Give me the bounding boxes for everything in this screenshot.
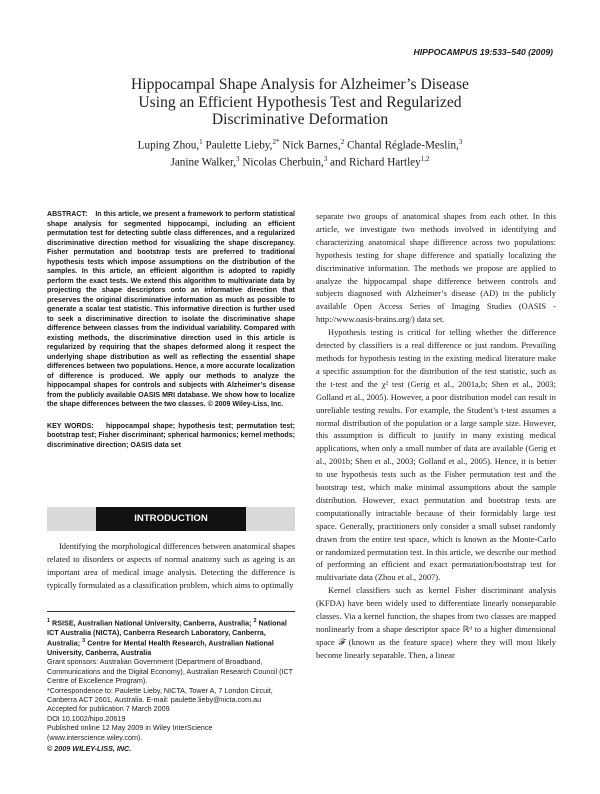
right-column	[316, 210, 556, 662]
title-line: Discriminative Deformation	[211, 111, 389, 128]
body-paragraph: Kernel classifiers such as kernel Fisher discriminant analysis (KFDA) have been widely used to differentiate linearly nonseparable classes. Via a kernel function, the shapes from two classes are mapped nonlinearly from a shape descriptor space ℝᵈ to a higher dimensional space 𝓕 (known as the feature space) where they will most likely become linearly separable. Then, a linear	[316, 585, 556, 660]
affiliation-mark: 3	[82, 638, 86, 645]
title-line: Using an Efficient Hypothesis Test and Regularized	[138, 93, 462, 111]
copyright-notice: © 2009 WILEY-LISS, INC.	[47, 744, 132, 753]
affiliation-text: Centre for Mental Health Research, Australian National University, Canberra, Australia	[47, 638, 274, 657]
grant-footnote: Grant sponsors: Australian Government (Department of Broadband, Communications and the Digital Economy), Australian Research Council (ICT Centre of Excellence Program).	[47, 657, 293, 686]
body-paragraph: Hypothesis testing is critical for telling whether the difference detected by classifiers is a real difference or just random. Prevailing methods for hypothesis testing in the existing medical literature make a specific assumption for the distribution of the test statistic, such as the t-test and the χ² test (Gerig et al., 2001a,b; Shen et al., 2003; Golland et al., 2005). However, a poor distribution model can result in unreliable testing results. For example, the Student’s t-test assumes a normal distribution of the population or a large sample size. However, this assumption is difficult to justify in many existing medical applications, when only a small number of data are available (Gerig et al., 2001b; Shen et al., 2003; Golland et al., 2005). Hence, it is better to use hypothesis tests such as the Fisher permutation test and the bootstrap test, which make minimal assumptions about the sample distribution. However, exact permutation and bootstrap tests are computationally intractable because of their formidably large test space. Generally, practitioners only consider a small subset randomly drawn from the entire test space, which is known as the Monte-Carlo or randomized permutation test. In this article, we describe our method of performing an efficient and exact permutation/bootstrap test for multivariate data (Zhou et al., 2007).	[316, 327, 556, 583]
paper-title	[60, 76, 540, 129]
abstract-text: In this article, we present a framework to perform statistical shape analysis for segmented hippocampi, including an efficient permutation test for detecting subtle class differences, and a regularized discriminative direction method for visualizing the shape discrepancy. Fisher permutation and bootstrap tests are preferred to traditional hypothesis tests which impose assumptions on the distribution of the samples. In this article, an efficient algorithm is adopted to rapidly perform the exact tests. We extend this algorithm to multivariate data by projecting the shape descriptors onto an informative direction that preserves the original discriminative information as much as possible to generate a scalar test statistic. This informative direction is further used to seek a discriminative direction to isolate the discriminative shape difference between classes from the individual variability. Compared with existing methods, the discriminative direction used in this article is regularized by requiring that the shapes deformed along it respect the underlying shape distribution as well as reflecting the essential shape differences between two populations. Hence, a more accurate localization of difference is produced. We apply our methods to analyze the hippocampal shapes for controls and subjects with Alzheimer’s disease from the publicly available OASIS MRI database. We show how to localize the shape differences between the two classes. © 2009 Wiley-Liss, Inc.	[47, 211, 295, 408]
body-paragraph: separate two groups of anatomical shapes from each other. In this article, we investigate two methods involved in identifying and characterizing anatomical shape difference across two populations: hypothesis testing for shape difference and spatially localizing the discriminative information. The methods we propose are applied to analyze the hippocampal shape difference between controls and subjects diagnosed with Alzheimer’s disease (AD) in the publicly available Open Access Series of Imaging Studies (OASIS - http://www.oasis-brains.org/) data set.	[316, 211, 556, 325]
footnotes	[47, 617, 295, 742]
abstract-label: ABSTRACT:	[47, 211, 88, 218]
keywords-text: hippocampal shape; hypothesis test; permutation test; bootstrap test; Fisher discriminant; spherical harmonics; kernel methods; discriminative direction; OASIS data set	[47, 422, 295, 449]
author-affiliation-mark: 3	[323, 154, 328, 163]
author-name: Paulette Lieby,	[205, 139, 273, 152]
author-affiliation-mark: 1	[199, 138, 203, 146]
author-name: and Richard Hartley	[330, 156, 421, 169]
author-name: Nick Barnes,	[282, 139, 341, 152]
author-affiliation-mark: 2	[340, 138, 345, 146]
affiliation-mark: 1	[47, 618, 51, 624]
doi: DOI 10.1002/hipo.20619	[47, 713, 126, 723]
author-name: Janine Walker,	[170, 156, 237, 169]
footnote-rule	[47, 611, 295, 612]
keywords-label: KEY WORDS:	[47, 422, 94, 430]
author-name: Luping Zhou,	[137, 139, 200, 152]
author-affiliation-mark: 3	[458, 138, 463, 146]
title-line: Hippocampal Shape Analysis for Alzheimer’s Disease	[131, 76, 469, 93]
author-affiliation-mark: 1,2	[420, 154, 430, 163]
journal-header: HIPPOCAMPUS 19:533–540 (2009)	[413, 47, 553, 57]
published-online: Published online 12 May 2009 in Wiley InterScience (www.interscience.wiley.com).	[47, 723, 213, 742]
section-heading: INTRODUCTION	[96, 507, 246, 531]
accepted-date: Accepted for publication 7 March 2009	[47, 704, 170, 714]
author-affiliation-mark: 3	[236, 154, 240, 163]
author-list	[60, 136, 540, 170]
affiliation-text: RSISE, Australian National University, Canberra, Australia;	[50, 618, 254, 628]
left-column	[47, 210, 295, 450]
intro-paragraph: Identifying the morphological differences between anatomical shapes related to disorders or aspects of normal anatomy such as ageing is an important area of medical image analysis. Detecting the difference is typically formulated as a classification problem, which aims to optimally	[47, 541, 295, 590]
affiliation-mark: 2	[253, 618, 257, 624]
author-affiliation-mark: 2*	[272, 138, 280, 146]
section-heading-band	[47, 507, 295, 531]
correspondence-footnote: *Correspondence to: Paulette Lieby, NICTA, Tower A, 7 London Circuit, Canberra ACT 2601, Australia. E-mail: paulette.lieby@nicta.com.au	[47, 685, 273, 705]
author-name: Chantal Réglade-Meslin,	[346, 139, 459, 152]
affiliations-footnote	[47, 617, 295, 657]
affiliation-text: National ICT Australia (NICTA), Canberra Research Laboratory, Canberra, Australia;	[47, 618, 287, 648]
author-name: Nicolas Cherbuin,	[242, 156, 324, 169]
abstract	[47, 210, 295, 410]
keywords	[47, 422, 295, 451]
